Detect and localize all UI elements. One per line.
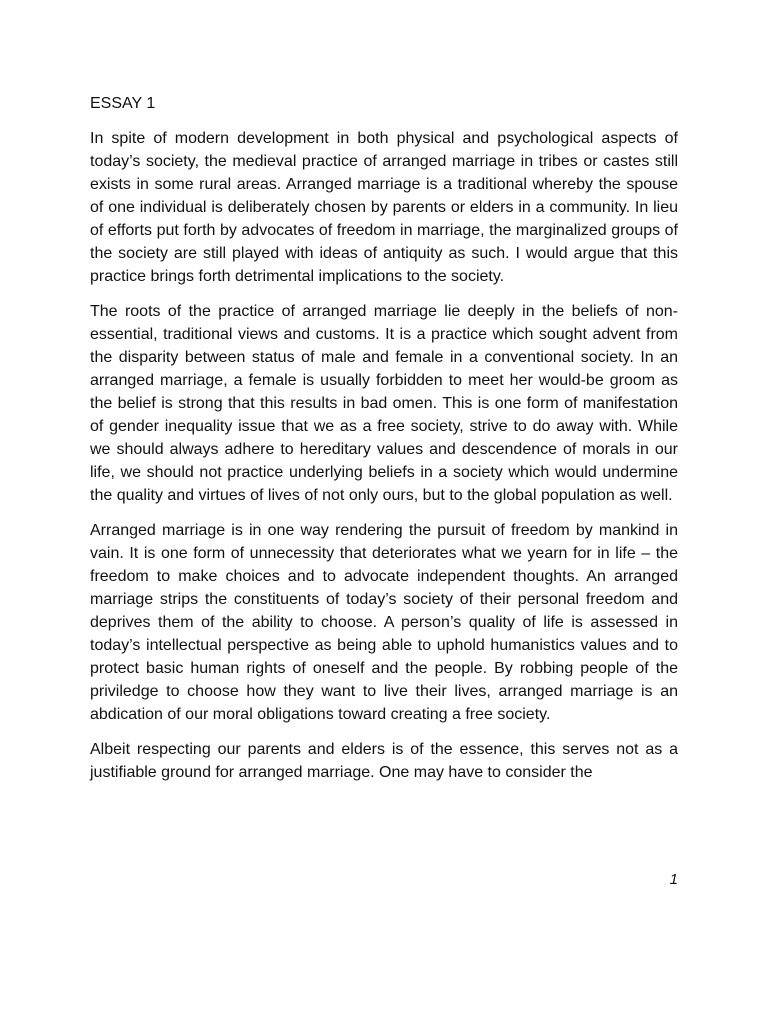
page-number: 1 [669,871,678,888]
paragraph-4: Albeit respecting our parents and elders is of the essence, this serves not as a justifiable ground for arranged marriage. One may have to consider the [90,741,678,781]
essay-body [90,92,678,796]
essay-heading: ESSAY 1 [90,95,156,112]
paragraph-3: Arranged marriage is in one way rendering the pursuit of freedom by mankind in vain. It is one form of unnecessity that deteriorates what we yearn for in life – the freedom to make choices and to advocate independent thoughts. An arranged marriage strips the constituents of today’s society of their personal freedom and deprives them of the ability to choose. A person’s quality of life is assessed in today’s intellectual perspective as being able to uphold humanistics values and to protect basic human rights of oneself and the people. By robbing people of the priviledge to choose how they want to live their lives, arranged marriage is an abdication of our moral obligations toward creating a free society. [90,522,678,723]
paragraph-2: The roots of the practice of arranged marriage lie deeply in the beliefs of non-essential, traditional views and customs. It is a practice which sought advent from the disparity between status of male and female in a conventional society. In an arranged marriage, a female is usually forbidden to meet her would-be groom as the belief is strong that this results in bad omen. This is one form of manifestation of gender inequality issue that we as a free society, strive to do away with. While we should always adhere to hereditary values and descendence of morals in our life, we should not practice underlying beliefs in a society which would undermine the quality and virtues of lives of not only ours, but to the global population as well. [90,303,678,504]
paragraph-1: In spite of modern development in both physical and psychological aspects of today’s society, the medieval practice of arranged marriage in tribes or castes still exists in some rural areas. Arranged marriage is a traditional whereby the spouse of one individual is deliberately chosen by parents or elders in a community. In lieu of efforts put forth by advocates of freedom in marriage, the marginalized groups of the society are still played with ideas of antiquity as such. I would argue that this practice brings forth detrimental implications to the society. [90,130,678,285]
